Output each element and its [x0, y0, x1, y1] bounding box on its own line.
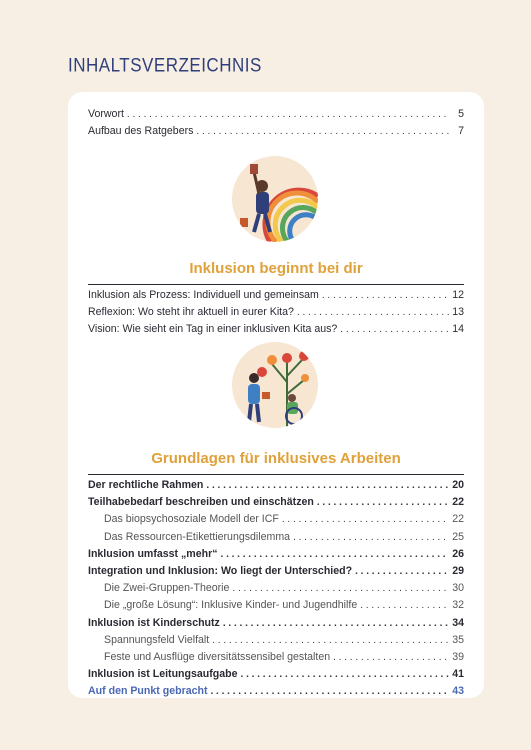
section1-list	[88, 284, 464, 339]
leader-dots	[127, 106, 449, 123]
leader-dots	[340, 321, 449, 338]
leader-dots	[196, 123, 449, 140]
divider	[88, 284, 464, 285]
toc-entry-page: 32	[452, 599, 464, 612]
leader-dots	[297, 304, 449, 321]
toc-entry[interactable]	[88, 494, 464, 511]
toc-entry-page: 5	[458, 108, 464, 120]
leader-dots	[206, 477, 449, 494]
rainbow-icon	[232, 156, 318, 242]
toc-subentry[interactable]	[88, 580, 464, 597]
toc-entry-page: 7	[458, 125, 464, 138]
toc-entry[interactable]	[88, 666, 464, 683]
toc-entry-page: 26	[452, 547, 464, 560]
toc-entry-page: 43	[452, 685, 464, 698]
leader-dots	[360, 597, 449, 614]
toc-entry[interactable]	[88, 321, 464, 338]
toc-entry-page: 41	[452, 668, 464, 681]
toc-subentry[interactable]	[88, 649, 464, 666]
toc-subentry[interactable]	[88, 597, 464, 614]
toc-entry-title: Aufbau des Ratgebers	[88, 125, 194, 138]
garden-icon	[232, 342, 318, 428]
toc-entry-title: Das biopsychosoziale Modell der ICF	[104, 513, 279, 526]
toc-heading: INHALTSVERZEICHNIS	[68, 54, 262, 76]
toc-subentry[interactable]	[88, 632, 464, 649]
garden-wheelchair-illustration	[232, 342, 318, 428]
toc-entry[interactable]	[88, 304, 464, 321]
leader-dots	[210, 683, 449, 700]
toc-entry-title: Inklusion ist Kinderschutz	[88, 616, 220, 629]
toc-entry-page: 30	[452, 582, 464, 595]
leader-dots	[282, 511, 449, 528]
section-heading: Grundlagen für inklusives Arbeiten	[151, 450, 401, 467]
toc-entry[interactable]	[88, 477, 464, 494]
toc-entry-title: Integration und Inklusion: Wo liegt der Unterschied?	[88, 564, 353, 577]
toc-entry-page: 39	[452, 650, 464, 663]
leader-dots	[293, 529, 449, 546]
leader-dots	[333, 649, 449, 666]
toc-entry[interactable]	[88, 287, 464, 304]
leader-dots	[223, 615, 449, 632]
leader-dots	[322, 287, 449, 304]
toc-entry-title: Auf den Punkt gebracht	[88, 685, 208, 698]
leader-dots	[241, 666, 449, 683]
toc-entry-page: 14	[452, 323, 464, 336]
toc-entry[interactable]	[88, 123, 464, 140]
toc-entry-title: Der rechtliche Rahmen	[88, 479, 204, 491]
toc-entry-page: 25	[452, 530, 464, 543]
toc-entry-page: 22	[452, 513, 464, 526]
toc-entry[interactable]	[88, 546, 464, 563]
toc-entry-title: Feste und Ausflüge diversitätssensibel gestalten	[104, 650, 331, 663]
leader-dots	[221, 546, 449, 563]
toc-entry-title: Reflexion: Wo steht ihr aktuell in eurer Kita?	[88, 306, 294, 319]
rainbow-painter-illustration	[232, 156, 318, 242]
toc-entry-title: Teilhabebedarf beschreiben und einschätzen	[88, 496, 314, 509]
section-heading: Inklusion beginnt bei dir	[189, 260, 363, 277]
leader-dots	[232, 580, 449, 597]
leader-dots	[355, 563, 449, 580]
toc-entry[interactable]	[88, 106, 464, 123]
intro-list	[88, 106, 464, 140]
section2-list	[88, 474, 464, 700]
toc-subentry[interactable]	[88, 529, 464, 546]
leader-dots	[317, 494, 449, 511]
toc-entry-page: 13	[452, 306, 464, 319]
toc-entry-page: 35	[452, 633, 464, 646]
toc-entry-title: Die „große Lösung“: Inklusive Kinder- und Jugendhilfe	[104, 599, 358, 612]
toc-entry-title: Vision: Wie sieht ein Tag in einer inklusiven Kita aus?	[88, 323, 338, 336]
toc-entry-title: Das Ressourcen-Etikettierungsdilemma	[104, 530, 291, 543]
toc-entry-title: Spannungsfeld Vielfalt	[104, 633, 210, 646]
toc-entry-title: Vorwort	[88, 108, 124, 120]
toc-entry-title: Inklusion ist Leitungsaufgabe	[88, 668, 238, 681]
toc-entry-page: 22	[452, 496, 464, 509]
divider	[88, 474, 464, 475]
toc-entry-page: 34	[452, 616, 464, 629]
toc-entry-page: 20	[452, 479, 464, 491]
toc-entry[interactable]	[88, 563, 464, 580]
toc-subentry[interactable]	[88, 511, 464, 528]
toc-entry-page: 29	[452, 564, 464, 577]
toc-entry-title: Die Zwei-Gruppen-Theorie	[104, 582, 230, 595]
toc-entry-title: Inklusion umfasst „mehr“	[88, 547, 218, 560]
toc-entry-page: 12	[452, 289, 464, 301]
toc-entry-summary[interactable]	[88, 683, 464, 700]
toc-entry[interactable]	[88, 615, 464, 632]
leader-dots	[212, 632, 449, 649]
toc-entry-title: Inklusion als Prozess: Individuell und gemeinsam	[88, 289, 319, 301]
toc-card	[68, 92, 484, 698]
